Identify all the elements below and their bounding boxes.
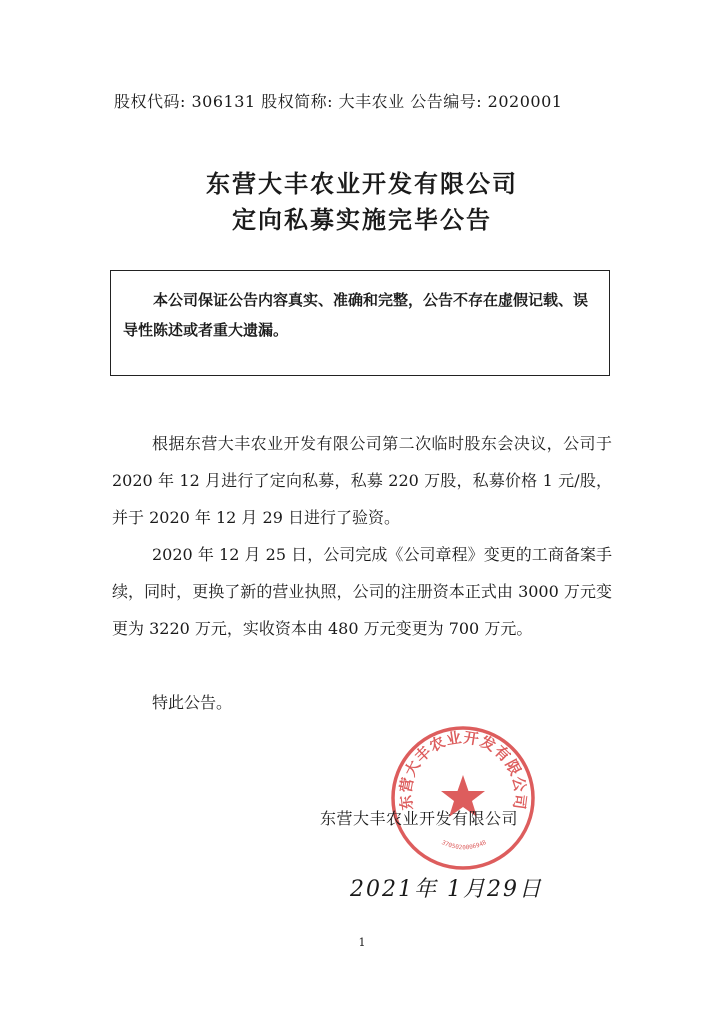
seal-code: 3705020006948 bbox=[440, 839, 488, 852]
signature-company: 东营大丰农业开发有限公司 bbox=[320, 809, 519, 828]
body-paragraph-3: 特此公告。 bbox=[152, 693, 233, 712]
document-title-company: 东营大丰农业开发有限公司 bbox=[206, 170, 518, 198]
seal-text: 东营大丰农业开发有限公司 bbox=[396, 728, 530, 812]
company-seal bbox=[388, 723, 538, 873]
document-title-subject: 定向私募实施完毕公告 bbox=[232, 206, 492, 234]
body-paragraph-1: 根据东营大丰农业开发有限公司第二次临时股东会决议，公司于 2020 年 12 月进行了定向私募，私募 220 万股，私募价格 1 元/股，并于 2020 年 12 月 29 日进行了验资。 bbox=[112, 434, 612, 527]
body-paragraph-2: 2020 年 12 月 25 日，公司完成《公司章程》变更的工商备案手续，同时，更换了新的营业执照，公司的注册资本正式由 3000 万元变更为 3220 万元，实收资本由 480 万元变更为 700 万元。 bbox=[112, 545, 612, 638]
page-number: 1 bbox=[358, 936, 366, 949]
signature-date: 2021年 1月29日 bbox=[350, 877, 543, 902]
stock-code-line: 股权代码: 306131 股权简称: 大丰农业 公告编号: 2020001 bbox=[114, 92, 563, 111]
disclaimer-text: 本公司保证公告内容真实、准确和完整，公告不存在虚假记载、误导性陈述或者重大遗漏。 bbox=[123, 291, 589, 339]
disclaimer-box bbox=[110, 270, 610, 376]
